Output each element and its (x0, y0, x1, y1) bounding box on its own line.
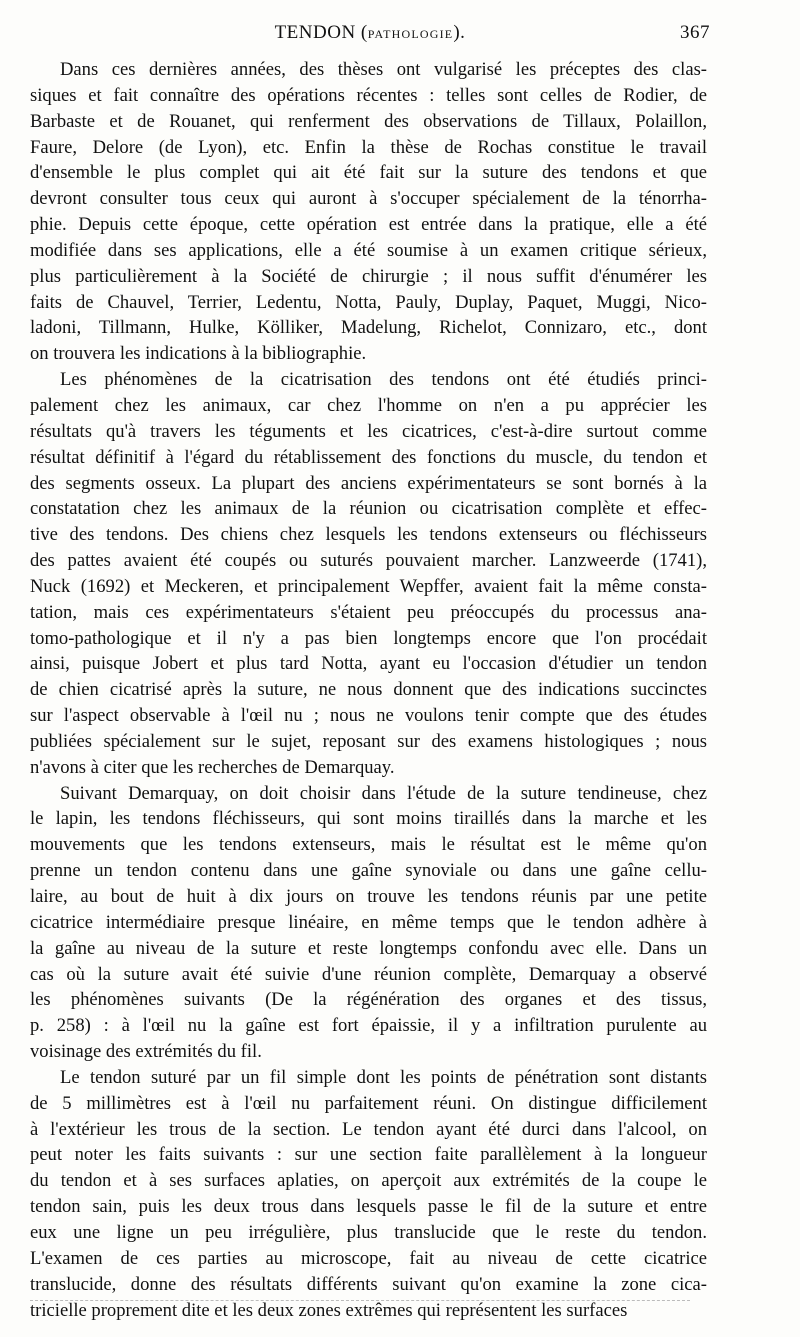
text-line: Barbaste et de Rouanet, qui renferment des observations de Tillaux, Polaillon, (30, 110, 707, 132)
text-line: voisinage des extrémités du fil. (30, 1041, 262, 1063)
text-line: modifiée dans ses applications, elle a été soumise à un examen critique sérieux, (30, 239, 707, 261)
text-line: palement chez les animaux, car chez l'homme on n'en a pu apprécier les (30, 394, 707, 416)
text-line: Suivant Demarquay, on doit choisir dans l'étude de la suture tendineuse, chez (60, 782, 707, 804)
text-line: sur l'aspect observable à l'œil nu ; nous ne voulons tenir compte que des études (30, 705, 707, 727)
text-line: ainsi, puisque Jobert et plus tard Notta, ayant eu l'occasion d'étudier un tendon (30, 653, 707, 675)
paragraph (30, 781, 707, 1065)
text-line: des segments osseux. La plupart des anciens expérimentateurs se sont bornés à la (30, 472, 707, 494)
text-line: de chien cicatrisé après la suture, ne nous donnent que des indications succinctes (30, 679, 707, 701)
text-line: phie. Depuis cette époque, cette opération est entrée dans la pratique, elle a été (30, 214, 707, 236)
text-line: de 5 millimètres est à l'œil nu parfaitement réuni. On distingue difficilement (30, 1092, 707, 1114)
text-line: tation, mais ces expérimentateurs s'étaient peu préoccupés du processus ana- (30, 601, 707, 623)
text-line: mouvements que les tendons extenseurs, mais le résultat est le même qu'on (30, 834, 707, 856)
text-line: d'ensemble le plus complet qui ait été fait sur la suture des tendons et que (30, 162, 707, 184)
bottom-rule (30, 1300, 690, 1301)
body-text (30, 57, 707, 1323)
text-line: Les phénomènes de la cicatrisation des tendons ont été étudiés princi- (60, 369, 707, 391)
text-line: résultats qu'à travers les téguments et les cicatrices, c'est-à-dire surtout comme (30, 420, 707, 442)
text-line: du tendon et à ses surfaces aplaties, on aperçoit aux extrémités de la coupe le (30, 1170, 707, 1192)
text-line: siques et fait connaître des opérations récentes : telles sont celles de Rodier, de (30, 84, 707, 106)
text-line: tricielle proprement dite et les deux zones extrêmes qui représentent les surfaces (30, 1299, 628, 1321)
text-line: des pattes avaient été coupés ou suturés pouvaient marcher. Lanzweerde (1741), (30, 550, 707, 572)
text-line: eux une ligne un peu irrégulière, plus translucide que le reste du tendon. (30, 1221, 707, 1243)
text-line: cicatrice intermédiaire presque linéaire, en même temps que le tendon adhère à (30, 911, 707, 933)
text-line: constatation chez les animaux de la réunion ou cicatrisation complète et effec- (30, 498, 707, 520)
text-line: laire, au bout de huit à dix jours on trouve les tendons réunis par une petite (30, 886, 707, 907)
text-line: Nuck (1692) et Meckeren, et principalement Wepffer, avaient fait la même consta- (30, 575, 707, 597)
text-line: le lapin, les tendons fléchisseurs, qui sont moins tiraillés dans la marche et les (30, 808, 707, 830)
text-line: tive des tendons. Des chiens chez lesquels les tendons extenseurs ou fléchisseurs (30, 524, 707, 546)
text-line: n'avons à citer que les recherches de Demarquay. (30, 756, 395, 778)
paragraph (30, 367, 707, 781)
text-line: Le tendon suturé par un fil simple dont les points de pénétration sont distants (60, 1066, 707, 1088)
text-line: plus particulièrement à la Société de chirurgie ; il nous suffit d'énumérer les (30, 265, 707, 287)
text-line: Faure, Delore (de Lyon), etc. Enfin la thèse de Rochas constitue le travail (30, 136, 707, 158)
text-line: L'examen de ces parties au microscope, fait au niveau de cette cicatrice (30, 1247, 707, 1269)
text-line: tomo-pathologique et il n'y a pas bien longtemps encore que l'on procédait (30, 627, 707, 649)
text-line: on trouvera les indications à la bibliographie. (30, 343, 367, 365)
text-line: les phénomènes suivants (De la régénération des organes et des tissus, (30, 989, 707, 1011)
text-line: peut noter les faits suivants : sur une section faite parallèlement à la longueur (30, 1144, 707, 1166)
text-line: prenne un tendon contenu dans une gaîne synoviale ou dans une gaîne cellu- (30, 860, 707, 882)
page-number: 367 (680, 22, 710, 43)
text-line: la gaîne au niveau de la suture et reste longtemps confondu avec elle. Dans un (30, 937, 707, 959)
text-line: à l'extérieur les trous de la section. Le tendon ayant été durci dans l'alcool, on (30, 1118, 707, 1140)
text-line: ladoni, Tillmann, Hulke, Kölliker, Madelung, Richelot, Connizaro, etc., dont (30, 317, 707, 339)
running-title: TENDON (PATHOLOGIE). (274, 22, 466, 43)
text-line: devront consulter tous ceux qui auront à s'occuper spécialement de la ténorrha- (30, 188, 707, 210)
text-line: cas où la suture avait été suivie d'une réunion complète, Demarquay a observé (30, 963, 707, 985)
title-small-caps: PATHOLOGIE (367, 27, 454, 41)
text-line: tendon sain, puis les deux trous dans lesquels passe le fil de la suture et entre (30, 1196, 707, 1218)
text-line: résultat définitif à l'égard du rétablissement des fonctions du muscle, du tendon et (30, 446, 707, 468)
paragraph (30, 57, 707, 367)
text-line: faits de Chauvel, Terrier, Ledentu, Notta, Pauly, Duplay, Paquet, Muggi, Nico- (30, 291, 707, 313)
text-line: publiées spécialement sur le sujet, reposant sur des examens histologiques ; nous (30, 730, 707, 752)
running-header (30, 22, 710, 50)
text-line: translucide, donne des résultats différents suivant qu'on examine la zone cica- (30, 1273, 707, 1295)
paragraph (30, 1065, 707, 1323)
text-line: Dans ces dernières années, des thèses ont vulgarisé les préceptes des clas- (60, 59, 707, 80)
text-line: p. 258) : à l'œil nu la gaîne est fort épaissie, il y a infiltration purulente au (30, 1015, 707, 1037)
